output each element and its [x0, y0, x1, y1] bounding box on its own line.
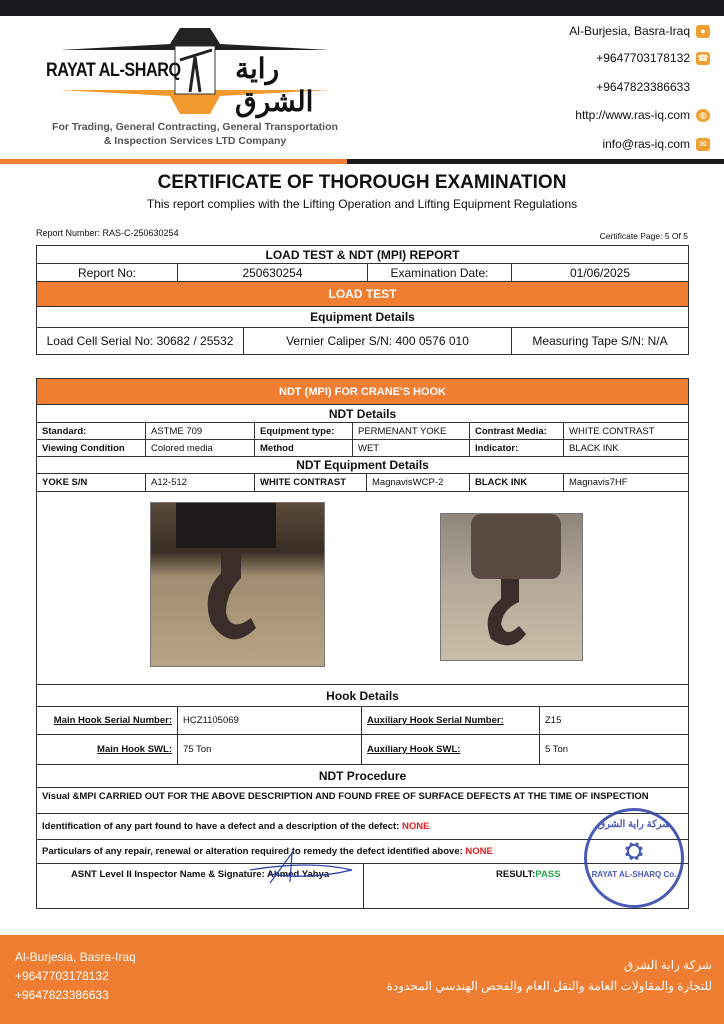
load-test-heading: LOAD TEST — [37, 282, 688, 306]
aux-hook-swl-label: Auxiliary Hook SWL: — [361, 735, 539, 764]
ndt-procedure-heading: NDT Procedure — [318, 769, 407, 783]
indicator-label: Indicator: — [469, 440, 563, 456]
phone2-text: +9647823386633 — [596, 80, 690, 94]
defect-identification-value: NONE — [401, 821, 430, 832]
black-ink-label: BLACK INK — [469, 474, 563, 491]
inspector-signature: ASNT Level II Inspector Name & Signature: Ahmed Yahya — [71, 869, 330, 880]
rig-icon: ⛭ — [625, 838, 643, 863]
company-name-ar: راية الشرق — [235, 53, 314, 117]
footer — [0, 935, 724, 1024]
load-test-table — [36, 245, 689, 355]
footer-phone2: +9647823386633 — [15, 988, 109, 1002]
repair-particulars-label: Particulars of any repair, renewal or alteration required to remedy the defect identified above: — [42, 846, 463, 857]
company-stamp — [584, 808, 684, 908]
result-value: PASS — [535, 869, 561, 880]
stamp-text-en: RAYAT AL-SHARQ Co. — [591, 870, 677, 879]
defect-identification-label: Identification of any part found to have a defect and a description of the defect: — [42, 821, 400, 832]
email-link[interactable]: info@ras-iq.com — [602, 137, 690, 151]
viewing-condition-value: Colored media — [145, 440, 254, 456]
footer-address: Al-Burjesia, Basra-Iraq — [15, 950, 136, 964]
report-number: Report Number: RAS-C-250630254 — [36, 228, 179, 238]
exam-date: 01/06/2025 — [511, 264, 688, 281]
white-contrast-value: MagnavisWCP-2 — [366, 474, 469, 491]
standard-label: Standard: — [42, 425, 87, 437]
ndt-details-heading: NDT Details — [328, 406, 397, 421]
hook-details-heading: Hook Details — [326, 688, 399, 703]
report-no-label: Report No: — [77, 265, 137, 280]
address — [569, 24, 710, 38]
equipment-details-heading: Equipment Details — [310, 310, 415, 324]
location-pin-icon: ● — [696, 25, 710, 38]
company-logo — [40, 22, 350, 152]
website[interactable] — [575, 108, 710, 122]
phone1-text: +9647703178132 — [596, 51, 690, 65]
aux-hook-swl: 5 Ton — [539, 735, 688, 764]
standard-value: ASTME 709 — [145, 423, 254, 439]
exam-date-label: Examination Date: — [367, 264, 511, 281]
stamp-text-ar: شركة راية الشرق — [597, 819, 671, 830]
phone2 — [596, 80, 690, 94]
website-link[interactable]: http://www.ras-iq.com — [575, 108, 690, 122]
email[interactable] — [602, 137, 710, 151]
result-label: RESULT: — [496, 869, 536, 880]
aux-hook-photo — [440, 513, 583, 661]
white-contrast-label: WHITE CONTRAST — [254, 474, 366, 491]
address-text: Al-Burjesia, Basra-Iraq — [569, 24, 690, 38]
ndt-equipment-heading: NDT Equipment Details — [296, 458, 429, 472]
phone-icon: ☎ — [697, 53, 709, 64]
footer-company-ar: شركة راية الشرق — [623, 958, 712, 972]
contrast-media-value: WHITE CONTRAST — [563, 423, 688, 439]
repair-particulars-value: NONE — [465, 846, 493, 857]
main-hook-serial-label: Main Hook Serial Number: — [53, 715, 172, 726]
visual-statement: Visual &MPI CARRIED OUT FOR THE ABOVE DESCRIPTION AND FOUND FREE OF SURFACE DEFECTS AT THE TIME OF INSPECTION — [42, 791, 649, 802]
report-heading: LOAD TEST & NDT (MPI) REPORT — [265, 247, 460, 262]
page-title: CERTIFICATE OF THOROUGH EXAMINATION — [157, 172, 567, 193]
hook-icon — [441, 514, 584, 662]
signature-icon — [230, 848, 360, 888]
method-label: Method — [254, 440, 352, 456]
certificate-page: Certificate Page: 5 Of 5 — [599, 231, 688, 241]
main-hook-photo — [150, 502, 325, 667]
equipment-type-label: Equipment type: — [254, 423, 352, 439]
aux-hook-serial-label: Auxiliary Hook Serial Number: — [361, 707, 539, 734]
main-hook-swl-label: Main Hook SWL: — [97, 744, 172, 755]
main-hook-swl: 75 Ton — [177, 735, 361, 764]
indicator-value: BLACK INK — [563, 440, 688, 456]
phone1 — [596, 51, 710, 65]
tape-serial: Measuring Tape S/N: N/A — [511, 328, 688, 354]
footer-tagline-ar: للتجارة والمقاولات العامة والنقل العام والفحص الهندسي المحدودة — [386, 979, 712, 993]
yoke-label: YOKE S/N — [42, 477, 88, 488]
tagline-line1: For Trading, General Contracting, General Transportation — [52, 121, 338, 133]
viewing-condition-label: Viewing Condition — [42, 442, 125, 454]
main-hook-serial: HCZ1105069 — [177, 707, 361, 734]
yoke-value: A12-512 — [145, 474, 254, 491]
load-cell-serial: Load Cell Serial No: 30682 / 25532 — [46, 334, 234, 348]
aux-hook-serial: Z15 — [539, 707, 688, 734]
page-subtitle: This report complies with the Lifting Operation and Lifting Equipment Regulations — [146, 197, 578, 211]
orange-stripe — [0, 159, 347, 164]
company-tagline — [40, 120, 350, 148]
black-stripe — [347, 159, 724, 164]
report-no: 250630254 — [177, 264, 367, 281]
equipment-type-value: PERMENANT YOKE — [352, 423, 469, 439]
method-value: WET — [352, 440, 469, 456]
tagline-line2: & Inspection Services LTD Company — [103, 135, 287, 147]
caliper-serial: Vernier Caliper S/N: 400 0576 010 — [243, 328, 511, 354]
envelope-icon: ✉ — [696, 138, 710, 151]
company-name-en: RAYAT AL-SHARQ — [46, 60, 181, 81]
ndt-heading: NDT (MPI) FOR CRANE'S HOOK — [37, 379, 688, 404]
globe-icon: ◍ — [696, 109, 710, 122]
footer-phone1: +9647703178132 — [15, 969, 109, 983]
hook-icon — [151, 503, 326, 668]
photos-row — [37, 491, 688, 684]
black-ink-value: Magnavis7HF — [563, 474, 688, 491]
top-bar — [0, 0, 724, 16]
contrast-media-label: Contrast Media: — [469, 423, 563, 439]
